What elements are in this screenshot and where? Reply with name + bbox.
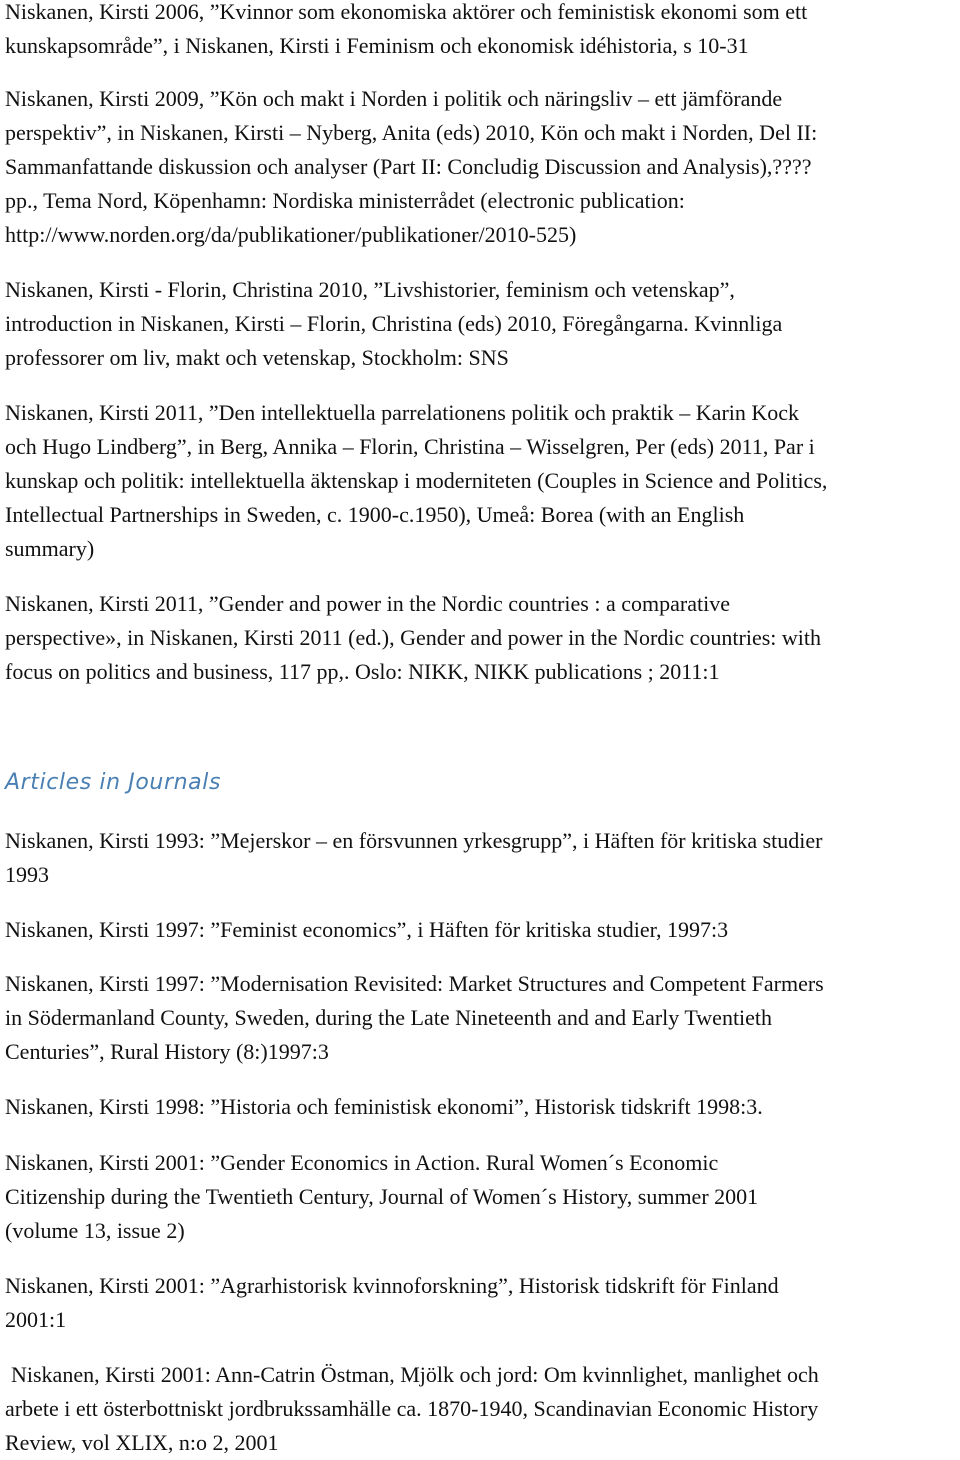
entry-line: in Södermanland County, Sweden, during the Late Nineteenth and and Early Twentieth	[5, 1005, 773, 1030]
bibliography-entry	[5, 913, 960, 947]
entry-line: Niskanen, Kirsti 2006, ”Kvinnor som ekonomiska aktörer och feministisk ekonomi som ett	[5, 0, 808, 24]
entry-line: Niskanen, Kirsti 1998: ”Historia och feministisk ekonomi”, Historisk tidskrift 1998:3.	[5, 1094, 763, 1119]
entry-line: Intellectual Partnerships in Sweden, c. 1900-c.1950), Umeå: Borea (with an English	[5, 502, 745, 527]
entry-line: professorer om liv, makt och vetenskap, Stockholm: SNS	[5, 345, 509, 370]
entry-line: kunskap och politik: intellektuella äktenskap i moderniteten (Couples in Science and Politics,	[5, 468, 828, 493]
entry-line: Niskanen, Kirsti 1997: ”Modernisation Revisited: Market Structures and Competent Farmers	[5, 971, 824, 996]
entry-line: perspektiv”, in Niskanen, Kirsti – Nyberg, Anita (eds) 2010, Kön och makt i Norden, Del II:	[5, 120, 818, 145]
entry-line: perspective», in Niskanen, Kirsti 2011 (ed.), Gender and power in the Nordic countries: with	[5, 625, 822, 650]
bibliography-entry	[5, 396, 960, 566]
entry-line: Niskanen, Kirsti 2001: ”Gender Economics in Action. Rural Women´s Economic	[5, 1150, 719, 1175]
entry-line: http://www.norden.org/da/publikationer/publikationer/2010-525)	[5, 222, 577, 247]
bibliography-entry	[5, 1090, 960, 1124]
entry-line: arbete i ett österbottniskt jordbrukssamhälle ca. 1870-1940, Scandinavian Economic History	[5, 1396, 819, 1421]
bibliography-entry	[5, 1269, 960, 1337]
section-heading: Articles in Journals	[5, 770, 222, 795]
entry-line: kunskapsområde”, i Niskanen, Kirsti i Feminism och ekonomisk idéhistoria, s 10-31	[5, 33, 749, 58]
entry-line: Niskanen, Kirsti 2001: Ann-Catrin Östman, Mjölk och jord: Om kvinnlighet, manlighet och	[11, 1362, 819, 1387]
entry-line: Sammanfattande diskussion och analyser (Part II: Concludig Discussion and Analysis),????	[5, 154, 812, 179]
bibliography-entry	[5, 824, 960, 892]
entry-line: Niskanen, Kirsti 2009, ”Kön och makt i Norden i politik och näringsliv – ett jämförande	[5, 86, 783, 111]
entry-line: Niskanen, Kirsti 2011, ”Den intellektuella parrelationens politik och praktik – Karin Kock	[5, 400, 800, 425]
bibliography-entry	[5, 587, 960, 689]
entry-line: Niskanen, Kirsti 2011, ”Gender and power in the Nordic countries : a comparative	[5, 591, 730, 616]
bibliography-entry	[5, 273, 960, 375]
entry-line: Niskanen, Kirsti 1997: ”Feminist economics”, i Häften för kritiska studier, 1997:3	[5, 917, 729, 942]
entry-line: Niskanen, Kirsti 2001: ”Agrarhistorisk kvinnoforskning”, Historisk tidskrift för Finland	[5, 1273, 779, 1298]
entry-line: Citizenship during the Twentieth Century, Journal of Women´s History, summer 2001	[5, 1184, 759, 1209]
entry-line: Niskanen, Kirsti 1993: ”Mejerskor – en försvunnen yrkesgrupp”, i Häften för kritiska studier	[5, 828, 823, 853]
entry-line: focus on politics and business, 117 pp,. Oslo: NIKK, NIKK publications ; 2011:1	[5, 659, 720, 684]
entry-line: 2001:1	[5, 1307, 67, 1332]
bibliography-entry	[5, 82, 960, 252]
bibliography-entry	[5, 1358, 960, 1460]
bibliography-entry	[5, 1146, 960, 1248]
entry-line: Niskanen, Kirsti - Florin, Christina 2010, ”Livshistorier, feminism och vetenskap”,	[5, 277, 735, 302]
entry-line: och Hugo Lindberg”, in Berg, Annika – Florin, Christina – Wisselgren, Per (eds) 2011, Par i	[5, 434, 815, 459]
entry-line: summary)	[5, 536, 95, 561]
entry-line: pp., Tema Nord, Köpenhamn: Nordiska ministerrådet (electronic publication:	[5, 188, 685, 213]
entry-line: 1993	[5, 862, 49, 887]
entry-line: (volume 13, issue 2)	[5, 1218, 185, 1243]
bibliography-entry	[5, 0, 960, 63]
bibliography-entry	[5, 967, 960, 1069]
entry-line: Review, vol XLIX, n:o 2, 2001	[5, 1430, 279, 1455]
entry-line: introduction in Niskanen, Kirsti – Florin, Christina (eds) 2010, Föregångarna. Kvinnliga	[5, 311, 783, 336]
entry-line: Centuries”, Rural History (8:)1997:3	[5, 1039, 329, 1064]
